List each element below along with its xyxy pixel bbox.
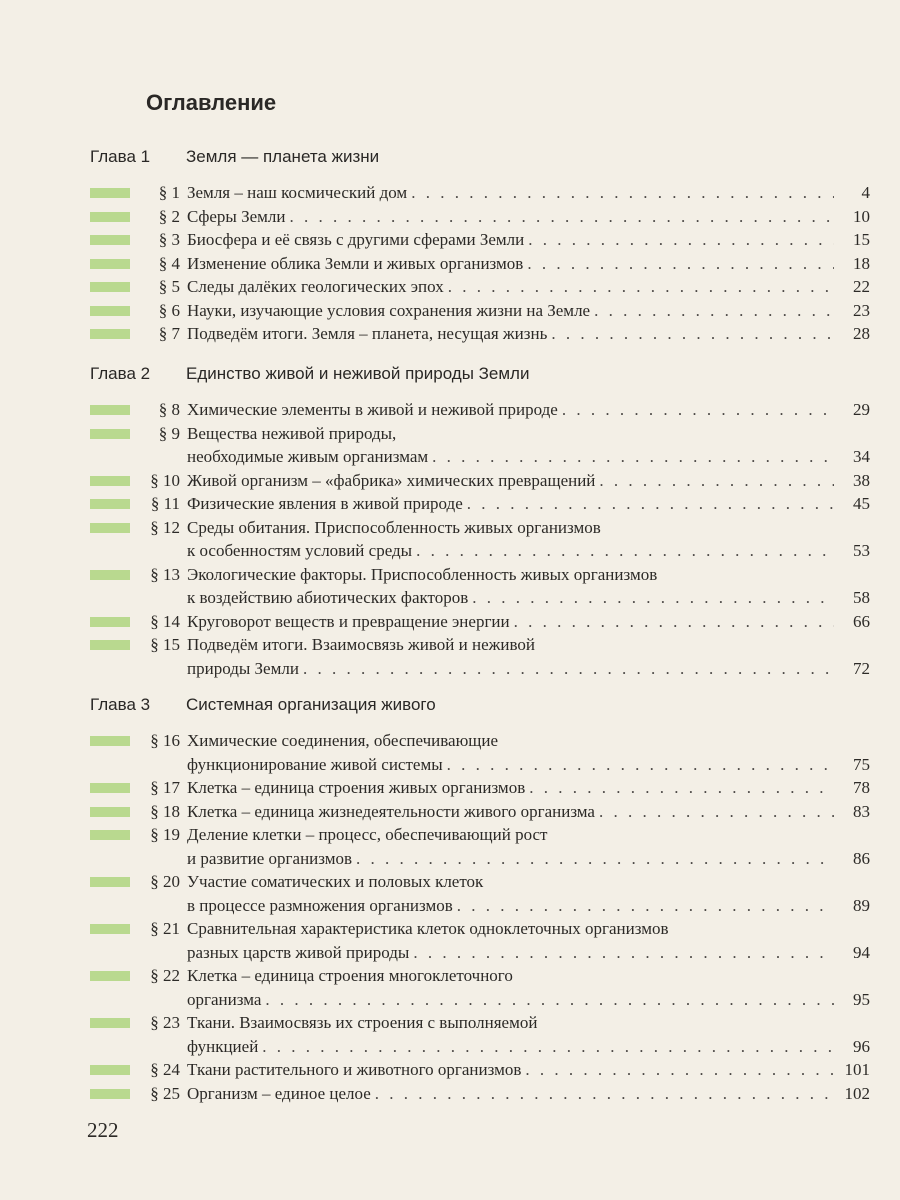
dot-leader (562, 398, 834, 422)
entry-title: Земля – наш космический дом (187, 183, 408, 202)
page-ref: 58 (853, 588, 870, 607)
section-number: § 25 (150, 1083, 180, 1103)
chapter-title: Земля — планета жизни (186, 147, 380, 166)
dot-leader (599, 800, 834, 824)
section-number: § 15 (150, 635, 180, 654)
entry-title-line: Среды обитания. Приспособленность живых организмов (187, 517, 601, 537)
entry-title: и развитие организмов (187, 848, 353, 868)
entry-title-line: Подведём итоги. Взаимосвязь живой и неживой (187, 635, 535, 654)
section-number: § 23 (150, 1013, 180, 1032)
entry-title: необходимые живым организмам (187, 447, 429, 466)
page-ref: 34 (853, 447, 870, 466)
toc-entry[interactable] (90, 610, 870, 634)
page-ref: 96 (853, 1036, 870, 1056)
page-ref: 15 (853, 230, 870, 249)
section-number: § 13 (150, 564, 180, 584)
toc-entry[interactable] (90, 398, 870, 422)
entry-title: в процессе размножения организмов (187, 895, 453, 915)
section-marker-bar (90, 877, 130, 887)
page-ref: 94 (853, 942, 870, 962)
section-number: § 11 (150, 494, 180, 513)
entry-title-line: Деление клетки – процесс, обеспечивающий рост (187, 825, 548, 844)
toc-entry[interactable] (90, 322, 870, 346)
page-ref: 53 (853, 541, 870, 560)
section-marker-bar (90, 259, 130, 269)
toc-entry[interactable] (90, 1058, 870, 1082)
chapter-label: Глава 1 (90, 147, 151, 166)
toc-entry[interactable] (90, 729, 870, 776)
section-number: § 4 (158, 253, 180, 273)
entry-title: Круговорот веществ и превращение энергии (187, 611, 510, 631)
toc-entry[interactable] (90, 1011, 870, 1058)
dot-leader (262, 1035, 834, 1059)
toc-entry[interactable] (90, 422, 870, 469)
page-ref: 83 (853, 801, 870, 821)
section-marker-bar (90, 282, 130, 292)
section-number: § 21 (150, 919, 180, 938)
toc-entry[interactable] (90, 275, 870, 299)
toc-entry[interactable] (90, 205, 870, 229)
toc-entry[interactable] (90, 228, 870, 252)
page-ref: 72 (853, 658, 870, 678)
toc-entry[interactable] (90, 181, 870, 205)
toc-entry[interactable] (90, 870, 870, 917)
section-marker-bar (90, 306, 130, 316)
chapter-heading (90, 147, 870, 175)
section-marker-bar (90, 188, 130, 198)
page-number: 222 (87, 1118, 119, 1142)
section-marker-bar (90, 476, 130, 486)
entry-title: к воздействию абиотических факторов (187, 588, 469, 607)
entry-title: Клетка – единица строения живых организмов (187, 778, 526, 797)
section-marker-bar (90, 807, 130, 817)
dot-leader (448, 275, 834, 299)
section-marker-bar (90, 617, 130, 627)
entry-title: Химические элементы в живой и неживой природе (187, 400, 558, 419)
section-marker-bar (90, 329, 130, 339)
page-ref: 38 (853, 470, 870, 490)
section-number: § 12 (150, 517, 180, 537)
entry-title-line: Клетка – единица строения многоклеточного (187, 966, 513, 985)
dot-leader (265, 988, 834, 1012)
page-ref: 10 (853, 206, 870, 226)
dot-leader (528, 228, 834, 252)
section-marker-bar (90, 971, 130, 981)
section-marker-bar (90, 1089, 130, 1099)
toc-entry[interactable] (90, 516, 870, 563)
dot-leader (356, 847, 834, 871)
section-number: § 6 (158, 300, 180, 320)
section-number: § 17 (150, 778, 180, 797)
section-marker-bar (90, 1065, 130, 1075)
toc-entry[interactable] (90, 492, 870, 516)
entry-title: Клетка – единица жизнедеятельности живого организма (187, 801, 595, 821)
page-ref: 28 (853, 324, 870, 343)
entry-title-line: Участие соматических и половых клеток (187, 872, 484, 891)
dot-leader (416, 539, 834, 563)
chapter-title: Системная организация живого (186, 695, 436, 714)
dot-leader (551, 322, 834, 346)
entry-title-line: Вещества неживой природы, (187, 423, 397, 443)
dot-leader (289, 205, 834, 229)
section-marker-bar (90, 405, 130, 415)
section-number: § 9 (158, 423, 180, 443)
chapter-heading (90, 695, 870, 723)
entry-title: Живой организм – «фабрика» химических превращений (187, 470, 596, 490)
section-number: § 18 (150, 801, 180, 821)
dot-leader (472, 586, 834, 610)
chapter-2 (90, 364, 870, 680)
entry-title: Науки, изучающие условия сохранения жизни на Земле (187, 300, 591, 320)
toc-entry[interactable] (90, 252, 870, 276)
chapter-1 (90, 147, 870, 346)
section-marker-bar (90, 523, 130, 533)
entry-title: Сферы Земли (187, 206, 286, 226)
section-number: § 10 (150, 470, 180, 490)
page-ref: 86 (853, 848, 870, 868)
page-ref: 75 (853, 754, 870, 774)
section-marker-bar (90, 212, 130, 222)
chapter-label: Глава 2 (90, 364, 151, 383)
section-number: § 3 (158, 230, 180, 249)
dot-leader (411, 181, 834, 205)
page-ref: 101 (844, 1060, 870, 1079)
dot-leader (457, 894, 834, 918)
page-ref: 66 (853, 611, 870, 631)
entry-title: функционирование живой системы (187, 754, 443, 774)
page-ref: 95 (853, 989, 870, 1009)
page-ref: 22 (853, 277, 870, 296)
chapter-label: Глава 3 (90, 695, 151, 714)
dot-leader (375, 1082, 834, 1106)
section-marker-bar (90, 924, 130, 934)
dot-leader (303, 657, 834, 681)
dot-leader (525, 1058, 834, 1082)
section-number: § 1 (158, 183, 180, 202)
section-number: § 24 (150, 1060, 180, 1079)
entry-title: разных царств живой природы (187, 942, 410, 962)
section-marker-bar (90, 429, 130, 439)
dot-leader (599, 469, 834, 493)
entry-title: Подведём итоги. Земля – планета, несущая жизнь (187, 324, 548, 343)
entry-title: Следы далёких геологических эпох (187, 277, 444, 296)
entry-title-line: Химические соединения, обеспечивающие (187, 731, 499, 750)
entry-title: Изменение облика Земли и живых организмов (187, 253, 524, 273)
page-ref: 45 (853, 494, 870, 513)
section-number: § 16 (150, 731, 180, 750)
toc-title: Оглавление (146, 90, 277, 115)
entry-title-line: Сравнительная характеристика клеток одноклеточных организмов (187, 919, 669, 938)
toc-entry[interactable] (90, 299, 870, 323)
entry-title: организма (187, 989, 262, 1009)
entry-title: к особенностям условий среды (187, 541, 413, 560)
entry-title: Ткани растительного и животного организмов (187, 1060, 522, 1079)
toc-entry[interactable] (90, 776, 870, 800)
entry-title: природы Земли (187, 658, 299, 678)
toc-entry[interactable] (90, 469, 870, 493)
section-marker-bar (90, 570, 130, 580)
entry-title: Биосфера и её связь с другими сферами Земли (187, 230, 525, 249)
section-number: § 2 (158, 206, 180, 226)
toc-entry[interactable] (90, 800, 870, 824)
toc-entry[interactable] (90, 633, 870, 680)
section-marker-bar (90, 235, 130, 245)
page-ref: 102 (844, 1083, 870, 1103)
page-ref: 18 (853, 253, 870, 273)
page-ref: 78 (853, 778, 870, 797)
entry-title-line: Ткани. Взаимосвязь их строения с выполняемой (187, 1013, 538, 1032)
entry-title-line: Экологические факторы. Приспособленность живых организмов (187, 564, 658, 584)
section-number: § 14 (150, 611, 180, 631)
page-ref: 23 (853, 300, 870, 320)
toc-entry[interactable] (90, 1082, 870, 1106)
dot-leader (447, 753, 834, 777)
section-number: § 20 (150, 872, 180, 891)
entry-title: Физические явления в живой природе (187, 494, 463, 513)
chapter-title: Единство живой и неживой природы Земли (186, 364, 530, 383)
page-ref: 4 (861, 183, 870, 202)
chapter-3 (90, 695, 870, 1105)
dot-leader (529, 776, 834, 800)
section-number: § 5 (158, 277, 180, 296)
section-marker-bar (90, 640, 130, 650)
chapter-heading (90, 364, 870, 392)
section-marker-bar (90, 783, 130, 793)
entry-title: Организм – единое целое (187, 1083, 371, 1103)
section-marker-bar (90, 499, 130, 509)
dot-leader (527, 252, 834, 276)
section-number: § 22 (150, 966, 180, 985)
section-marker-bar (90, 736, 130, 746)
section-marker-bar (90, 1018, 130, 1028)
toc-entry[interactable] (90, 964, 870, 1011)
section-number: § 19 (150, 825, 180, 844)
toc-entry[interactable] (90, 917, 870, 964)
page-ref: 89 (853, 895, 870, 915)
dot-leader (467, 492, 834, 516)
dot-leader (514, 610, 834, 634)
dot-leader (413, 941, 834, 965)
toc-entry[interactable] (90, 563, 870, 610)
section-number: § 7 (158, 324, 180, 343)
dot-leader (432, 445, 834, 469)
section-number: § 8 (158, 400, 180, 419)
dot-leader (594, 299, 834, 323)
toc-entry[interactable] (90, 823, 870, 870)
entry-title: функцией (187, 1036, 259, 1056)
page-ref: 29 (853, 400, 870, 419)
section-marker-bar (90, 830, 130, 840)
